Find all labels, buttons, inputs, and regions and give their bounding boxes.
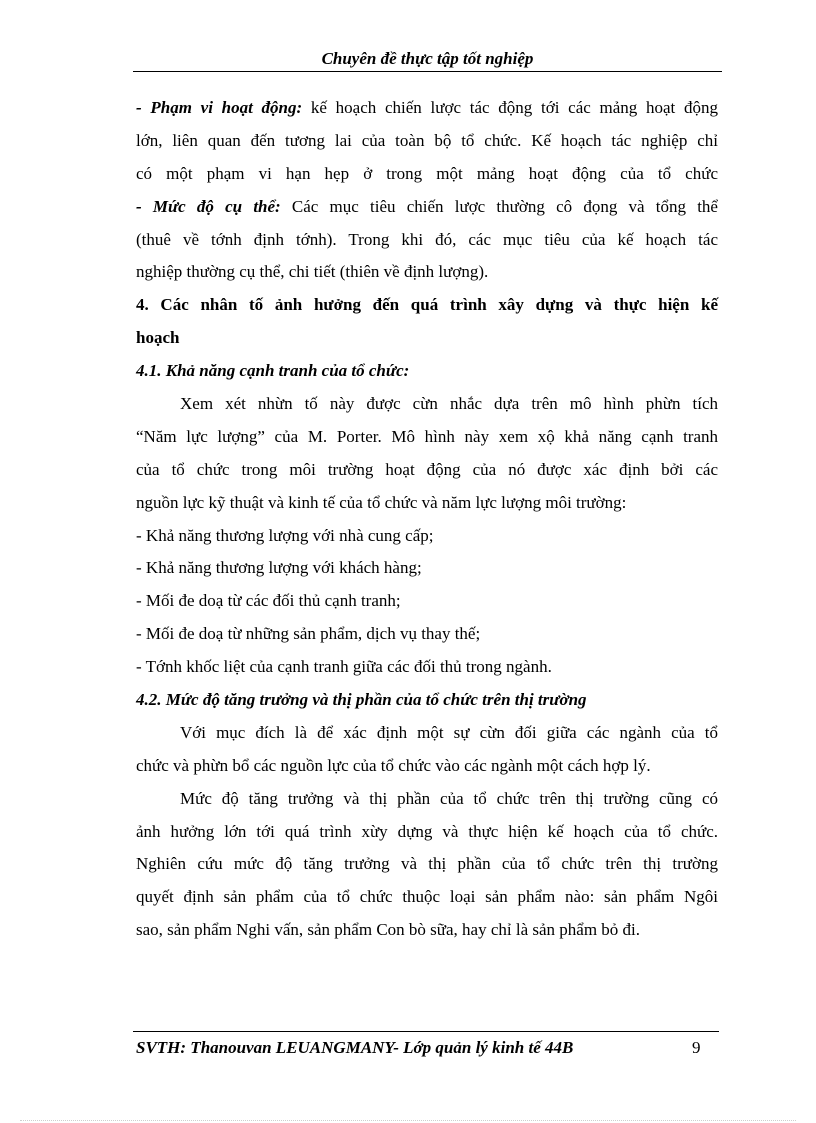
share-para-line-1: Mức độ tăng trưởng và thị phần của tổ chức trên thị trường cũng có xyxy=(180,788,718,808)
detail-line-3: nghiệp thường cụ thể, chi tiết (thiên về định lượng). xyxy=(136,262,489,282)
share-para-line-3: Nghiên cứu mức độ tăng trưởng và thị phần của tổ chức trên thị trường xyxy=(136,854,718,874)
bullet-item: - Mối đe doạ từ những sản phẩm, dịch vụ thay thế; xyxy=(136,624,481,644)
growth-para-line-1: Với mục đích là để xác định một sự cừn đối giữa các ngành của tổ xyxy=(180,722,718,742)
detail-line-1 xyxy=(136,191,718,224)
detail-line-2: (thuê về tớnh định tớnh). Trong khi đó, các mục tiêu của kế hoạch tác xyxy=(136,229,718,249)
bullet-item: - Khả năng thương lượng với khách hàng; xyxy=(136,558,422,578)
bullet-item: - Tớnh khốc liệt của cạnh tranh giữa các đối thủ trong ngành. xyxy=(136,657,552,677)
competition-para-line-2: “Năm lực lượng” của M. Porter. Mô hình này xem xộ khả năng cạnh tranh xyxy=(136,426,718,446)
section-4-heading-line-1: 4. Các nhân tố ảnh hưởng đến quá trình xây dựng và thực hiện kế xyxy=(136,295,718,315)
scope-text-1: kế hoạch chiến lược tác động tới các mảng hoạt động xyxy=(302,98,718,117)
section-4-2-heading: 4.2. Mức độ tăng trưởng và thị phần của tổ chức trên thị trường xyxy=(136,690,587,710)
section-4-heading-line-2: hoạch xyxy=(136,328,180,348)
page-header-title: Chuyên đề thực tập tốt nghiệp xyxy=(321,49,534,68)
page-bottom-edge xyxy=(20,1120,796,1121)
section-4-1-heading: 4.1. Khả năng cạnh tranh của tổ chức: xyxy=(136,361,410,381)
share-para-line-5: sao, sản phẩm Nghi vấn, sản phẩm Con bò sữa, hay chỉ là sản phẩm bỏ đi. xyxy=(136,920,641,940)
body-text xyxy=(136,92,718,947)
page-number: 9 xyxy=(692,1038,701,1057)
footer-student-info: SVTH: Thanouvan LEUANGMANY- Lớp quản lý kinh tế 44B xyxy=(136,1038,574,1057)
scope-line-1 xyxy=(136,92,718,125)
scope-line-3: có một phạm vi hạn hẹp ở trong một mảng hoạt động của tổ chức xyxy=(136,163,718,183)
bullet-item: - Mối đe doạ từ các đối thủ cạnh tranh; xyxy=(136,591,401,611)
footer-rule xyxy=(133,1031,719,1032)
detail-text-1: Các mục tiêu chiến lược thường cô đọng và tổng thể xyxy=(280,196,718,216)
scope-line-2: lớn, liên quan đến tương lai của toàn bộ tổ chức. Kế hoạch tác nghiệp chỉ xyxy=(136,130,718,150)
detail-label: - Mức độ cụ thể: xyxy=(136,196,281,216)
competition-para-line-1: Xem xét nhừn tố này được cừn nhắc dựa trên mô hình phừn tích xyxy=(180,394,718,414)
bullet-item: - Khả năng thương lượng với nhà cung cấp; xyxy=(136,525,434,545)
growth-para-line-2: chức và phừn bổ các nguồn lực của tổ chức vào các ngành một cách hợp lý. xyxy=(136,755,651,775)
competition-para-line-4: nguồn lực kỹ thuật và kinh tế của tổ chức và năm lực lượng môi trường: xyxy=(136,492,627,512)
competition-para-line-3: của tổ chức trong môi trường hoạt động của nó được xác định bởi các xyxy=(136,459,718,479)
share-para-line-2: ảnh hưởng lớn tới quá trình xừy dựng và thực hiện kế hoạch của tổ chức. xyxy=(136,821,718,841)
header-rule xyxy=(133,71,722,72)
scope-label: - Phạm vi hoạt động: xyxy=(136,98,303,117)
share-para-line-4: quyết định sản phẩm của tổ chức thuộc loại sản phẩm nào: sản phẩm Ngôi xyxy=(136,887,718,907)
